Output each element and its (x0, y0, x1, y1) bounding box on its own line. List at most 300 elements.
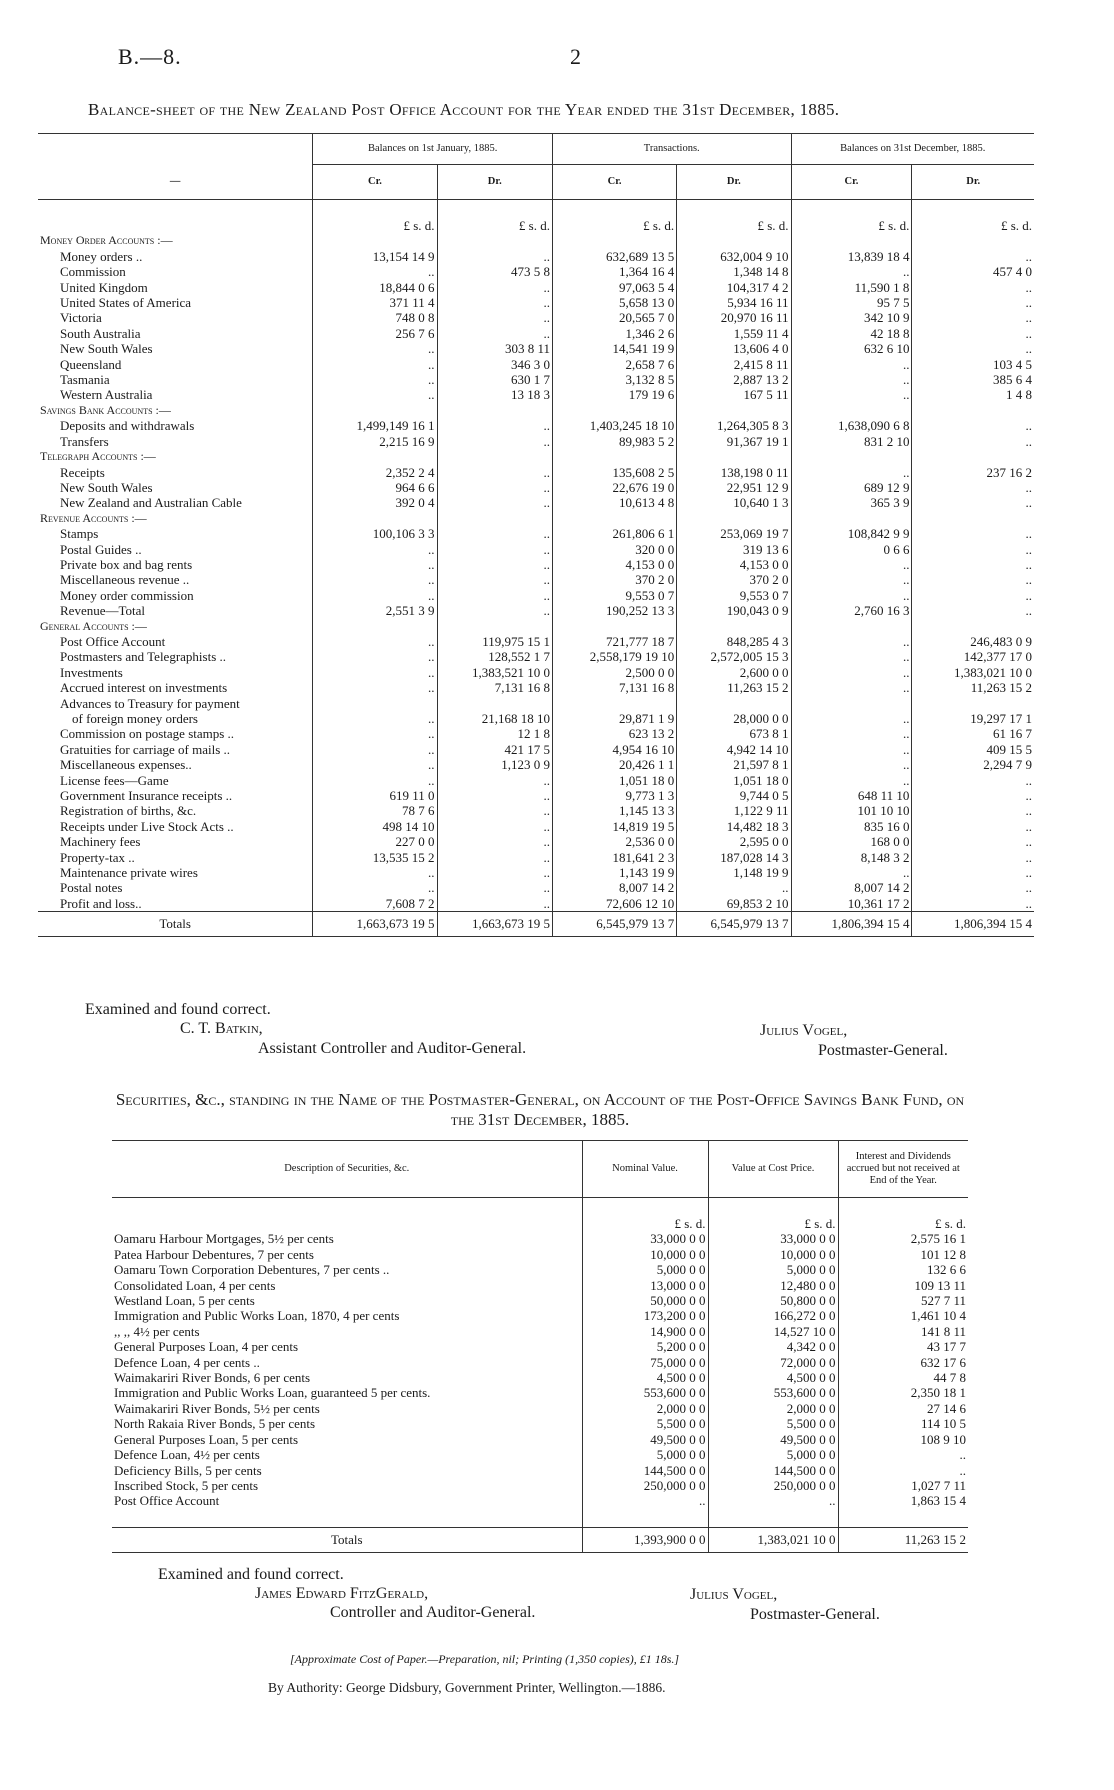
security-row (112, 1324, 968, 1339)
amount-cell (552, 696, 676, 711)
amount-cell: .. (677, 880, 791, 895)
amount-cell: 166,272 0 0 (708, 1308, 838, 1323)
account-row (38, 665, 1034, 680)
blank-cell (791, 403, 912, 418)
account-row (38, 249, 1034, 264)
securities-title: Securities, &c., standing in the Name of the Postmaster-General, on Account of the Post-Office Savings Bank Fund, on the 31st December, 1885. (115, 1090, 965, 1129)
amount-cell: 20,426 1 1 (552, 757, 676, 772)
unit-label: £ s. d. (912, 218, 1034, 233)
amount-cell: 12,480 0 0 (708, 1278, 838, 1293)
security-row (112, 1493, 968, 1508)
amount-cell: 42 18 8 (791, 326, 912, 341)
amount-cell: 320 0 0 (552, 542, 676, 557)
amount-cell: .. (437, 526, 552, 541)
amount-cell: 5,658 13 0 (552, 295, 676, 310)
blank-cell (582, 1509, 708, 1528)
amount-cell: 673 8 1 (677, 726, 791, 741)
amount-cell: .. (437, 850, 552, 865)
amount-cell: 261,806 6 1 (552, 526, 676, 541)
security-row (112, 1463, 968, 1478)
amount-cell: 2,415 8 11 (677, 357, 791, 372)
amount-cell: 50,800 0 0 (708, 1293, 838, 1308)
amount-cell: .. (912, 326, 1034, 341)
balance-sheet-table: Balances on 1st January, 1885. Transactions. Balances on 31st December, 1885. — Cr. Dr. Cr. Dr. Cr. Dr. £ s. d. £ s. d. £ s. d. £ s. d. £ s. d. £ s. d. Money Order Accounts :— Money orders .. 13,154 14 9 .. 632,689 13 5 632,004 9 10 13,839 18 4 .. Commission .. 473 5 8 1,364 16 4 1,348 14 8 .. 457 4 0 United Kingdom 18,844 0 6 .. 97,063 5 4 104,317 4 2 11,590 1 8 .. United States of America 371 11 4 .. 5,658 13 0 5,934 16 11 95 7 5 .. Victoria 748 0 8 .. 20,565 7 0 20,970 16 11 342 10 9 .. South Australia 256 7 6 .. 1,346 2 6 1,559 11 4 42 18 8 .. New South Wales .. 303 8 11 14,541 19 9 13,606 4 0 632 6 10 .. Queensland .. 346 3 0 2,658 7 6 2,415 8 11 .. 103 4 5 Tasmania .. 630 1 7 3,132 8 5 2,887 13 2 .. 385 6 4 Western Australia .. 13 18 3 179 19 6 167 5 11 .. 1 4 8 Savings Bank Accounts :— Deposits and withdrawals 1,499,149 16 1 .. 1,403,245 18 10 1,264,305 8 3 1,638,090 6 8 .. Transfers 2,215 16 9 .. 89,983 5 2 91,367 19 1 831 2 10 .. Telegraph Accounts :— Receipts 2,352 2 4 .. 135,608 2 5 138,198 0 11 .. 237 16 2 New South Wales 964 6 6 .. 22,676 19 0 22,951 12 9 689 12 9 .. New Zealand and Australian Cable 392 0 4 .. 10,613 4 8 10,640 1 3 365 3 9 .. Revenue Accounts :— Stamps 100,106 3 3 .. 261,806 6 1 253,069 19 7 108,842 9 9 .. Postal Guides .. .. .. 320 0 0 319 13 6 0 6 6 .. Private box and bag rents .. .. 4,153 0 0 4,153 0 0 .. .. Miscellaneous revenue .. .. .. 370 2 0 370 2 0 .. .. Money order commission .. .. 9,553 0 7 9,553 0 7 .. .. Revenue—Total 2,551 3 9 .. 190,252 13 3 190,043 0 9 2,760 16 3 .. General Accounts :— Post Office Account .. 119,975 15 1 721,777 18 7 848,285 4 3 .. 246,483 0 9 Postmasters and Telegraphists .. .. 128,552 1 7 2,558,179 19 10 2,572,005 15 3 .. 142,377 17 0 Investments .. 1,383,521 10 0 2,500 0 0 2,600 0 0 .. 1,383,021 10 0 Accrued interest on investments .. 7,131 16 8 7,131 16 8 11,263 15 2 .. 11,263 15 2 Advances to Treasury for payment of foreign money orders .. 21,168 18 10 29,871 1 9 28,000 0 0 .. 19,297 17 1 Commission on postage stamps .. .. 12 1 8 623 13 2 673 8 1 .. 61 16 7 Gratuities for carriage of mails .. .. 421 17 5 4,954 16 10 4,942 14 10 .. 409 15 5 Miscellaneous expenses.. .. 1,123 0 9 20,426 1 1 21,597 8 1 .. 2,294 7 9 License fees—Game .. .. 1,051 18 0 1,051 18 0 .. .. Government Insurance receipts .. 619 11 0 .. 9,773 1 3 9,744 0 5 648 11 10 .. Registration of births, &c. 78 7 6 .. 1,145 13 3 1,122 9 11 101 10 10 .. Receipts under Live Stock Acts .. 498 14 10 .. 14,819 19 5 14,482 18 3 835 16 0 .. Machinery fees 227 0 0 .. 2,536 0 0 2,595 0 0 168 0 0 .. Property-tax .. 13,535 15 2 .. 181,641 2 3 187,028 14 3 8,148 3 2 .. Maintenance private wires .. .. 1,143 19 9 1,148 19 9 .. .. Postal notes .. .. 8,007 14 2 .. 8,007 14 2 .. Profit and loss.. 7,608 7 2 .. 72,606 12 10 69,853 2 10 10,361 17 2 .. Totals 1,663,673 19 5 1,663,673 19 5 6,545,979 13 7 6,545,979 13 7 1,806,394 15 4 1,806,394 15 4 (38, 133, 1034, 937)
account-row (38, 557, 1034, 572)
amount-cell: 5,500 0 0 (708, 1416, 838, 1431)
amount-cell (791, 696, 912, 711)
account-label: Postmasters and Telegraphists .. (60, 649, 227, 665)
col-cr: Cr. (552, 165, 676, 200)
amount-cell: 250,000 0 0 (582, 1478, 708, 1493)
amount-cell: .. (791, 634, 912, 649)
amount-cell: 7,608 7 2 (313, 896, 437, 912)
amount-cell: 13,000 0 0 (582, 1278, 708, 1293)
amount-cell: 2,658 7 6 (552, 357, 676, 372)
account-label: Maintenance private wires (60, 865, 198, 881)
unit-label: £ s. d. (313, 218, 437, 233)
security-label: Oamaru Harbour Mortgages, 5½ per cents (114, 1231, 334, 1247)
account-row (38, 326, 1034, 341)
balance-sheet-title: Balance-sheet of the New Zealand Post Office Account for the Year ended the 31st December, 1885. (88, 100, 840, 119)
amount-cell: 72,606 12 10 (552, 896, 676, 912)
amount-cell: .. (437, 788, 552, 803)
amount-cell: 721,777 18 7 (552, 634, 676, 649)
security-label: Patea Harbour Debentures, 7 per cents (114, 1246, 314, 1262)
total-cell: 6,545,979 13 7 (677, 912, 791, 937)
total-cell: 1,393,900 0 0 (582, 1527, 708, 1552)
amount-cell: .. (838, 1447, 968, 1462)
account-row (38, 495, 1034, 510)
amount-cell: 4,954 16 10 (552, 742, 676, 757)
amount-cell: .. (912, 249, 1034, 264)
amount-cell: .. (912, 526, 1034, 541)
amount-cell: .. (313, 572, 437, 587)
account-row (38, 834, 1034, 849)
account-row (38, 757, 1034, 772)
security-row (112, 1478, 968, 1493)
account-label: Machinery fees (60, 834, 141, 850)
account-label: Deposits and withdrawals (60, 418, 195, 434)
amount-cell: 104,317 4 2 (677, 280, 791, 295)
amount-cell: .. (437, 465, 552, 480)
amount-cell: 250,000 0 0 (708, 1478, 838, 1493)
amount-cell: 1,383,021 10 0 (912, 665, 1034, 680)
amount-cell: .. (791, 387, 912, 402)
account-label: Investments (60, 664, 123, 680)
amount-cell: 108,842 9 9 (791, 526, 912, 541)
amount-cell: 2,760 16 3 (791, 603, 912, 618)
account-row (38, 696, 1034, 711)
blank-cell (912, 233, 1034, 248)
account-row (38, 649, 1034, 664)
amount-cell: 1,638,090 6 8 (791, 418, 912, 433)
security-label: ,, ,, 4½ per cents (114, 1323, 200, 1339)
amount-cell: 138,198 0 11 (677, 465, 791, 480)
postmaster-name: Julius Vogel, (690, 1586, 778, 1603)
blank-cell (437, 619, 552, 634)
amount-cell: 2,215 16 9 (313, 434, 437, 449)
account-row (38, 742, 1034, 757)
account-row (38, 295, 1034, 310)
amount-cell: 1 4 8 (912, 387, 1034, 402)
amount-cell: 22,951 12 9 (677, 480, 791, 495)
security-row (112, 1308, 968, 1323)
amount-cell: 2,000 0 0 (708, 1401, 838, 1416)
blank-cell (677, 403, 791, 418)
account-label: Postal Guides .. (60, 541, 142, 557)
amount-cell: .. (912, 572, 1034, 587)
amount-cell: 473 5 8 (437, 264, 552, 279)
amount-cell: 10,000 0 0 (708, 1247, 838, 1262)
amount-cell: 303 8 11 (437, 341, 552, 356)
col-cr: Cr. (313, 165, 437, 200)
amount-cell: 13,839 18 4 (791, 249, 912, 264)
amount-cell: 5,934 16 11 (677, 295, 791, 310)
amount-cell: 168 0 0 (791, 834, 912, 849)
amount-cell: .. (437, 557, 552, 572)
amount-cell: 13,535 15 2 (313, 850, 437, 865)
amount-cell: .. (791, 757, 912, 772)
amount-cell: 33,000 0 0 (582, 1231, 708, 1246)
amount-cell: 2,294 7 9 (912, 757, 1034, 772)
blank-cell (552, 403, 676, 418)
blank-cell (677, 619, 791, 634)
securities-table (112, 1140, 968, 1553)
amount-cell: .. (791, 572, 912, 587)
security-row (112, 1293, 968, 1308)
amount-cell: .. (912, 434, 1034, 449)
blank-cell (313, 511, 437, 526)
account-label: Revenue—Total (60, 603, 146, 619)
amount-cell: .. (912, 588, 1034, 603)
amount-cell: .. (912, 834, 1034, 849)
amount-cell: 7,131 16 8 (552, 680, 676, 695)
account-row (38, 880, 1034, 895)
security-row (112, 1401, 968, 1416)
auditor-title: Assistant Controller and Auditor-General. (258, 1040, 527, 1057)
amount-cell: 5,200 0 0 (582, 1339, 708, 1354)
amount-cell: 2,000 0 0 (582, 1401, 708, 1416)
col-nominal: Nominal Value. (582, 1141, 708, 1198)
amount-cell: .. (313, 757, 437, 772)
amount-cell: 18,844 0 6 (313, 280, 437, 295)
amount-cell: 49,500 0 0 (708, 1432, 838, 1447)
amount-cell: 9,744 0 5 (677, 788, 791, 803)
account-row (38, 588, 1034, 603)
amount-cell: .. (437, 603, 552, 618)
col-group-transactions: Transactions. (552, 134, 791, 165)
amount-cell: 5,000 0 0 (708, 1262, 838, 1277)
amount-cell: 4,500 0 0 (708, 1370, 838, 1385)
amount-cell: .. (437, 434, 552, 449)
amount-cell: 5,000 0 0 (582, 1447, 708, 1462)
amount-cell: .. (912, 819, 1034, 834)
amount-cell: 8,007 14 2 (791, 880, 912, 895)
account-row (38, 603, 1034, 618)
amount-cell: 100,106 3 3 (313, 526, 437, 541)
amount-cell: .. (791, 665, 912, 680)
amount-cell: .. (791, 865, 912, 880)
security-row (112, 1231, 968, 1246)
unit-label: £ s. d. (677, 218, 791, 233)
account-label: Receipts under Live Stock Acts .. (60, 818, 234, 834)
total-cell: 1,663,673 19 5 (437, 912, 552, 937)
col-group-closing: Balances on 31st December, 1885. (791, 134, 1034, 165)
amount-cell: 49,500 0 0 (582, 1432, 708, 1447)
account-row (38, 803, 1034, 818)
amount-cell: 1,123 0 9 (437, 757, 552, 772)
amount-cell: 632,689 13 5 (552, 249, 676, 264)
amount-cell: 12 1 8 (437, 726, 552, 741)
amount-cell: 10,640 1 3 (677, 495, 791, 510)
security-row (112, 1278, 968, 1293)
amount-cell: .. (791, 726, 912, 741)
account-label: Accrued interest on investments (60, 680, 228, 696)
examined-line: Examined and found correct. (158, 1566, 344, 1583)
section-row (38, 403, 1034, 418)
security-label: Oamaru Town Corporation Debentures, 7 per cents .. (114, 1262, 390, 1278)
amount-cell: 1,364 16 4 (552, 264, 676, 279)
amount-cell: .. (313, 649, 437, 664)
security-label: Deficiency Bills, 5 per cents (114, 1462, 262, 1478)
amount-cell: .. (912, 773, 1034, 788)
amount-cell: 370 2 0 (677, 572, 791, 587)
amount-cell: .. (791, 264, 912, 279)
amount-cell: .. (791, 588, 912, 603)
postmaster-title: Postmaster-General. (750, 1606, 880, 1623)
blank-cell (437, 511, 552, 526)
blank-cell (437, 449, 552, 464)
section-row (38, 619, 1034, 634)
amount-cell: 1,348 14 8 (677, 264, 791, 279)
amount-cell: 630 1 7 (437, 372, 552, 387)
amount-cell: 50,000 0 0 (582, 1293, 708, 1308)
amount-cell: 246,483 0 9 (912, 634, 1034, 649)
amount-cell: 144,500 0 0 (708, 1463, 838, 1478)
section-heading: Revenue Accounts :— (40, 510, 147, 525)
amount-cell: 89,983 5 2 (552, 434, 676, 449)
amount-cell: 114 10 5 (838, 1416, 968, 1431)
amount-cell: 2,500 0 0 (552, 665, 676, 680)
amount-cell: 457 4 0 (912, 264, 1034, 279)
account-row (38, 480, 1034, 495)
amount-cell: .. (437, 495, 552, 510)
amount-cell: 9,553 0 7 (552, 588, 676, 603)
amount-cell: 190,252 13 3 (552, 603, 676, 618)
amount-cell: .. (437, 418, 552, 433)
amount-cell: 2,887 13 2 (677, 372, 791, 387)
amount-cell: .. (313, 773, 437, 788)
amount-cell: .. (912, 495, 1034, 510)
unit-label: £ s. d. (582, 1216, 708, 1231)
section-row (38, 511, 1034, 526)
amount-cell: 227 0 0 (313, 834, 437, 849)
account-row (38, 418, 1034, 433)
totals-label: Totals (159, 916, 191, 932)
account-label: South Australia (60, 325, 141, 341)
account-row (38, 711, 1034, 726)
amount-cell: 61 16 7 (912, 726, 1034, 741)
col-dr: Dr. (437, 165, 552, 200)
amount-cell: .. (313, 557, 437, 572)
amount-cell: .. (912, 803, 1034, 818)
account-row (38, 572, 1034, 587)
amount-cell: 4,153 0 0 (677, 557, 791, 572)
section-heading: Money Order Accounts :— (40, 233, 173, 248)
amount-cell: .. (791, 557, 912, 572)
amount-cell: 97,063 5 4 (552, 280, 676, 295)
amount-cell: 632 17 6 (838, 1355, 968, 1370)
amount-cell: .. (313, 387, 437, 402)
amount-cell: .. (838, 1463, 968, 1478)
unit-row (112, 1216, 968, 1231)
amount-cell: 22,676 19 0 (552, 480, 676, 495)
blank-cell (912, 403, 1034, 418)
amount-cell: 5,000 0 0 (708, 1447, 838, 1462)
col-cost: Value at Cost Price. (708, 1141, 838, 1198)
security-label: Waimakariri River Bonds, 6 per cents (114, 1370, 311, 1386)
account-label: Post Office Account (60, 633, 166, 649)
amount-cell: 498 14 10 (313, 819, 437, 834)
amount-cell: 128,552 1 7 (437, 649, 552, 664)
amount-cell: 648 11 10 (791, 788, 912, 803)
controller-title: Controller and Auditor-General. (330, 1604, 536, 1621)
blank-cell (677, 449, 791, 464)
amount-cell: 632 6 10 (791, 341, 912, 356)
amount-cell: 14,541 19 9 (552, 341, 676, 356)
account-label: Property-tax .. (60, 849, 135, 865)
document-reference: B.—8. (118, 44, 182, 69)
amount-cell: 2,558,179 19 10 (552, 649, 676, 664)
blank-cell (912, 511, 1034, 526)
account-label: Receipts (60, 464, 105, 480)
security-label: Inscribed Stock, 5 per cents (114, 1477, 259, 1493)
page-number: 2 (570, 44, 581, 69)
account-row (38, 357, 1034, 372)
amount-cell: .. (708, 1493, 838, 1508)
amount-cell: .. (791, 680, 912, 695)
amount-cell: .. (313, 865, 437, 880)
amount-cell: .. (912, 865, 1034, 880)
blank-cell (313, 449, 437, 464)
amount-cell: 21,168 18 10 (437, 711, 552, 726)
account-label: United Kingdom (60, 279, 148, 295)
security-row (112, 1370, 968, 1385)
amount-cell: .. (912, 542, 1034, 557)
amount-cell: 69,853 2 10 (677, 896, 791, 912)
amount-cell: 1,461 10 4 (838, 1308, 968, 1323)
blank-cell (708, 1509, 838, 1528)
section-heading: Savings Bank Accounts :— (40, 402, 171, 417)
amount-cell: .. (791, 649, 912, 664)
amount-cell: 187,028 14 3 (677, 850, 791, 865)
amount-cell: 19,297 17 1 (912, 711, 1034, 726)
amount-cell: 632,004 9 10 (677, 249, 791, 264)
account-label: Miscellaneous revenue .. (60, 572, 190, 588)
blank-cell (912, 449, 1034, 464)
amount-cell: .. (437, 480, 552, 495)
amount-cell: 144,500 0 0 (582, 1463, 708, 1478)
cost-note: [Approximate Cost of Paper.—Preparation, nil; Printing (1,350 copies), £1 18s.] (290, 1652, 680, 1666)
amount-cell: 9,773 1 3 (552, 788, 676, 803)
security-label: Immigration and Public Works Loan, guaranteed 5 per cents. (114, 1385, 431, 1401)
amount-cell: 342 10 9 (791, 310, 912, 325)
amount-cell: 101 12 8 (838, 1247, 968, 1262)
blank-cell (112, 1216, 582, 1231)
auditor-name: C. T. Batkin, (180, 1020, 263, 1037)
amount-cell: .. (437, 834, 552, 849)
amount-cell: .. (313, 341, 437, 356)
account-row (38, 341, 1034, 356)
amount-cell: .. (313, 372, 437, 387)
amount-cell: .. (437, 326, 552, 341)
amount-cell: 21,597 8 1 (677, 757, 791, 772)
amount-cell: .. (791, 711, 912, 726)
amount-cell: 20,565 7 0 (552, 310, 676, 325)
amount-cell: 1,051 18 0 (677, 773, 791, 788)
amount-cell: .. (912, 480, 1034, 495)
account-row (38, 726, 1034, 741)
amount-cell: 9,553 0 7 (677, 588, 791, 603)
amount-cell: 553,600 0 0 (708, 1385, 838, 1400)
account-row (38, 264, 1034, 279)
unit-label: £ s. d. (708, 1216, 838, 1231)
amount-cell: .. (313, 588, 437, 603)
amount-cell: 409 15 5 (912, 742, 1034, 757)
blank-cell (112, 1509, 582, 1528)
account-label: Commission on postage stamps .. (60, 726, 235, 742)
amount-cell: 1,499,149 16 1 (313, 418, 437, 433)
amount-cell: 4,153 0 0 (552, 557, 676, 572)
amount-cell: 43 17 7 (838, 1339, 968, 1354)
amount-cell: 1,264,305 8 3 (677, 418, 791, 433)
account-label: New South Wales (60, 479, 153, 495)
security-row (112, 1355, 968, 1370)
blank-cell (791, 449, 912, 464)
account-row (38, 280, 1034, 295)
amount-cell: .. (313, 742, 437, 757)
amount-cell: .. (912, 557, 1034, 572)
section-heading: General Accounts :— (40, 618, 147, 633)
amount-cell: 2,575 16 1 (838, 1231, 968, 1246)
amount-cell: .. (437, 542, 552, 557)
amount-cell: 253,069 19 7 (677, 526, 791, 541)
amount-cell: 173,200 0 0 (582, 1308, 708, 1323)
account-row (38, 372, 1034, 387)
blank-cell (38, 218, 313, 233)
security-label: Consolidated Loan, 4 per cents (114, 1277, 276, 1293)
blank-cell (791, 511, 912, 526)
amount-cell (912, 696, 1034, 711)
amount-cell: .. (437, 295, 552, 310)
col-cr: Cr. (791, 165, 912, 200)
blank-cell (552, 511, 676, 526)
amount-cell: 2,600 0 0 (677, 665, 791, 680)
blank-cell (552, 449, 676, 464)
amount-cell: 108 9 10 (838, 1432, 968, 1447)
amount-cell: .. (437, 280, 552, 295)
amount-cell: 135,608 2 5 (552, 465, 676, 480)
blank-cell (677, 233, 791, 248)
amount-cell: .. (791, 372, 912, 387)
amount-cell: .. (791, 357, 912, 372)
security-label: Waimakariri River Bonds, 5½ per cents (114, 1400, 320, 1416)
account-label: Stamps (60, 526, 99, 542)
account-label: Profit and loss.. (60, 895, 142, 911)
amount-cell: 964 6 6 (313, 480, 437, 495)
account-label: of foreign money orders (72, 711, 198, 726)
controller-name: James Edward FitzGerald, (255, 1585, 429, 1602)
